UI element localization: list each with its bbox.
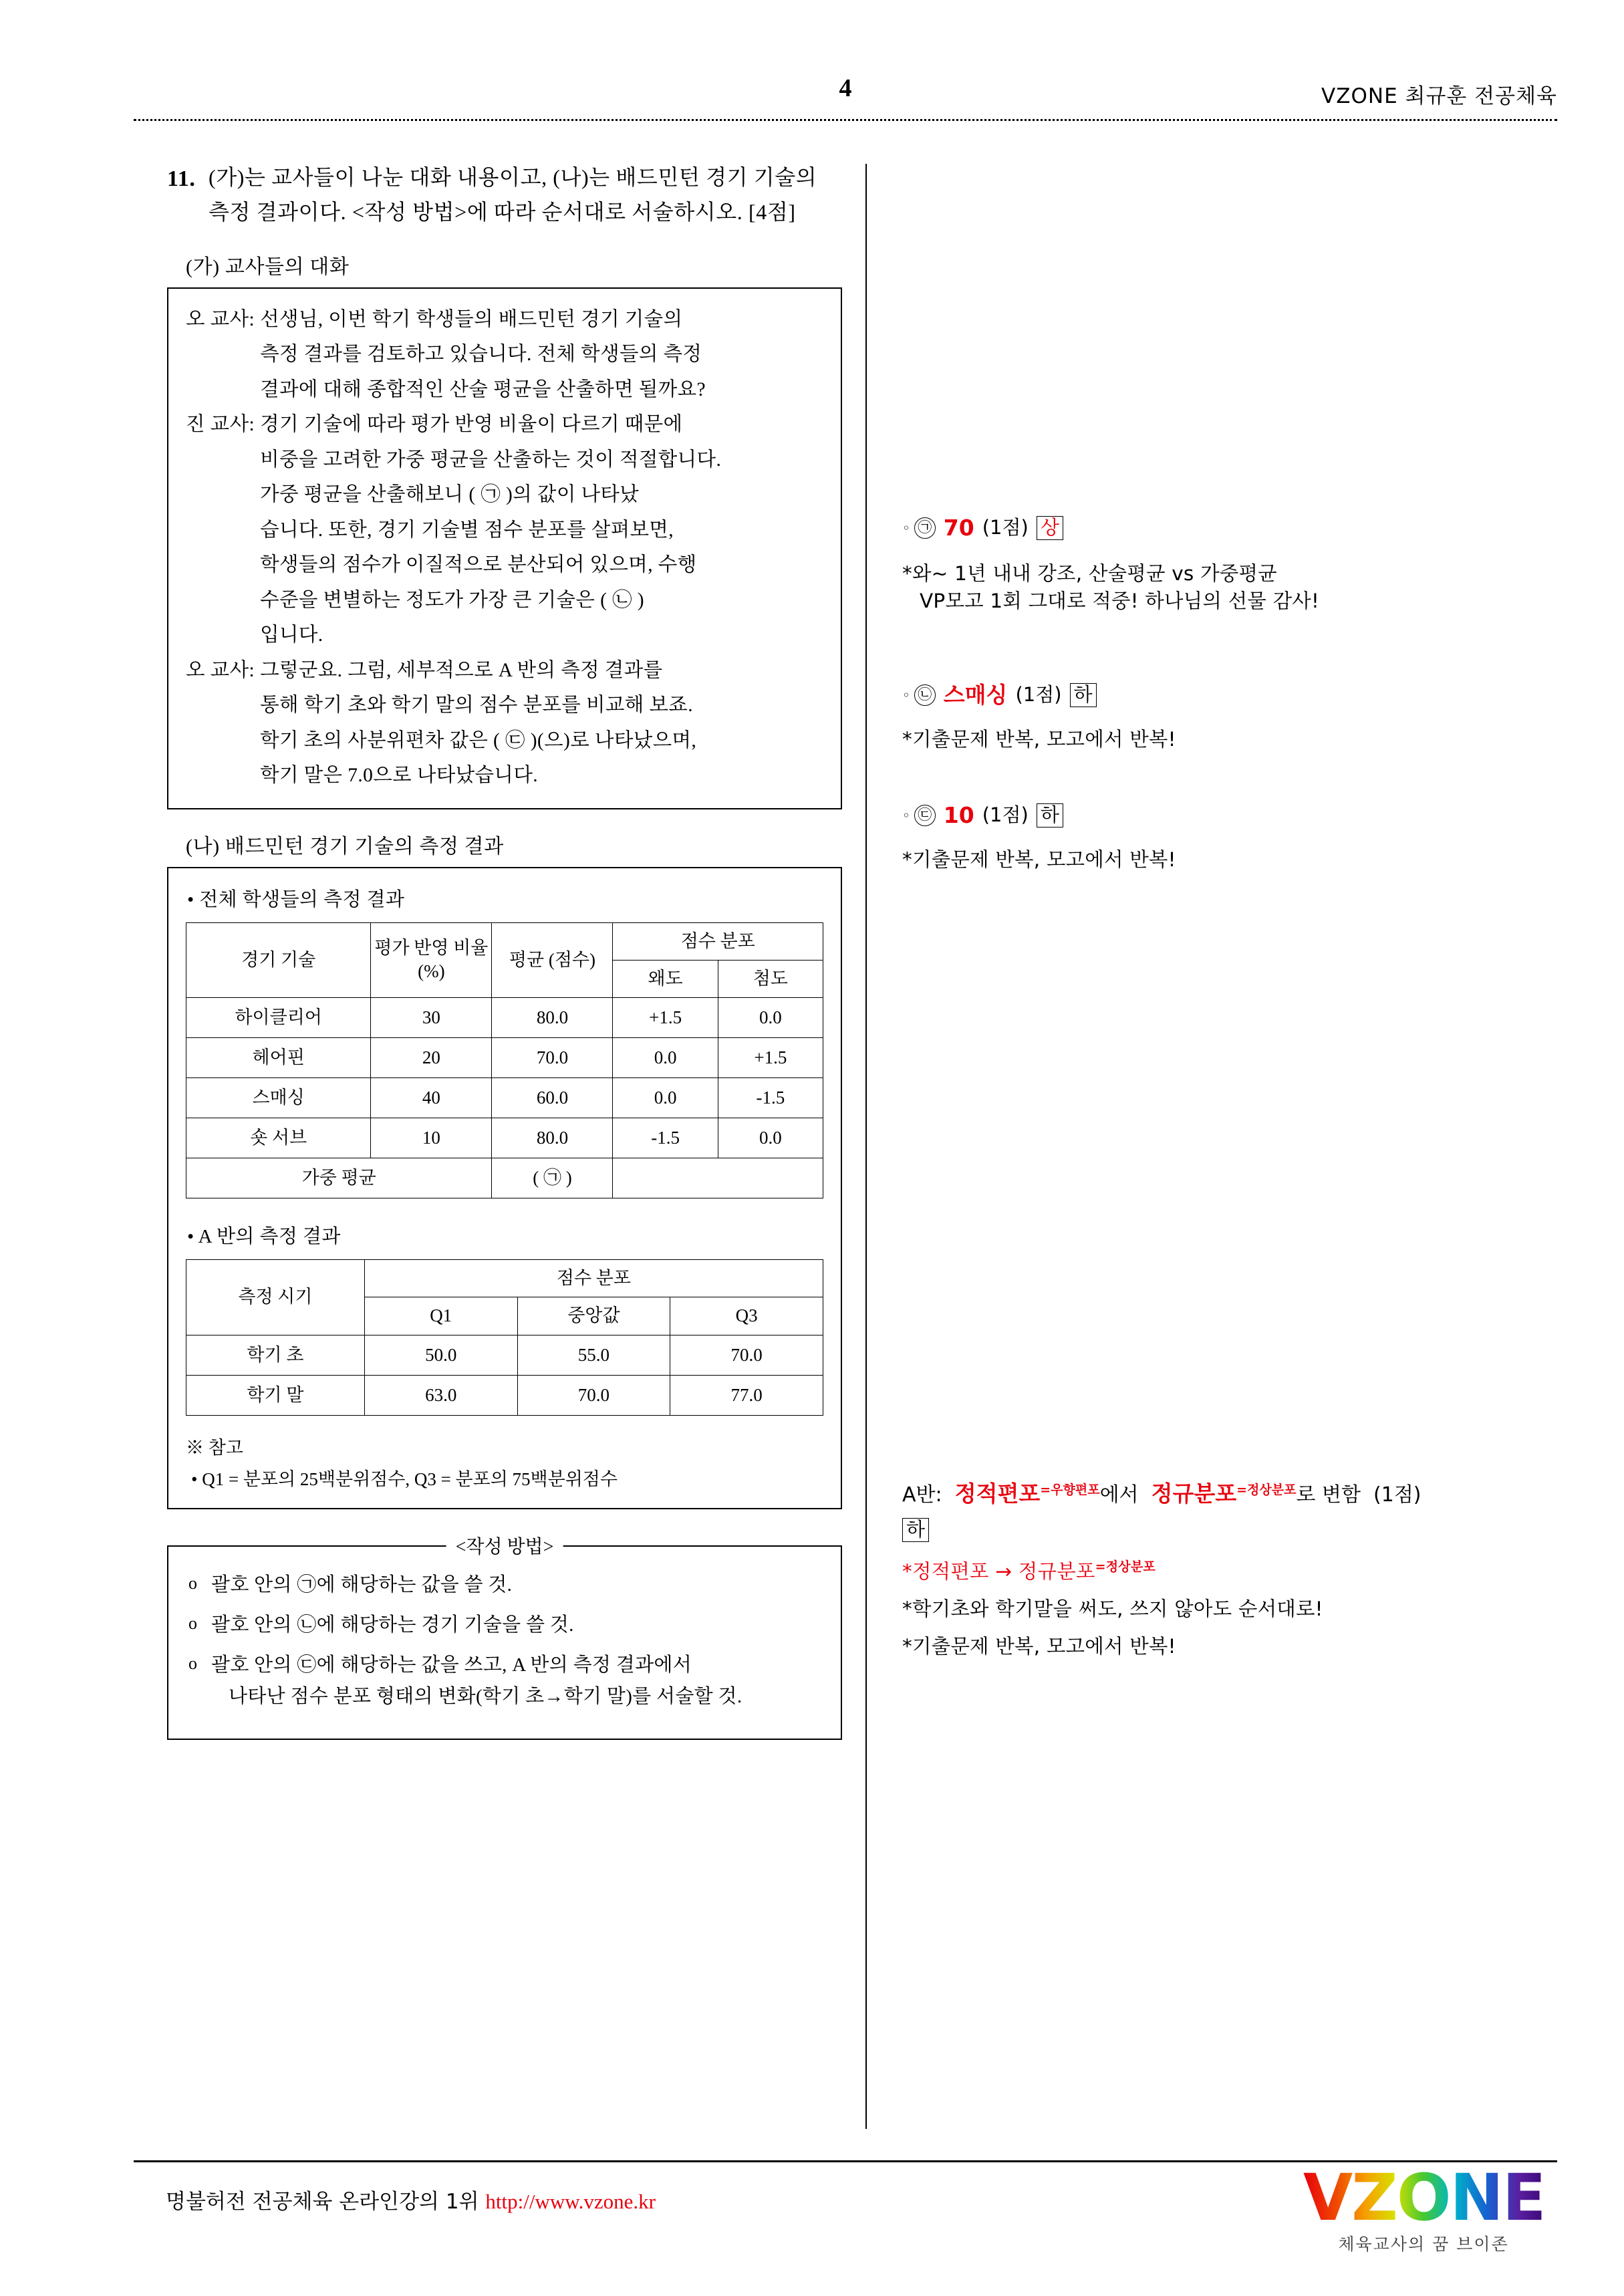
cell-mean: 70.0 bbox=[492, 1037, 613, 1077]
difficulty-badge: 상 bbox=[1037, 516, 1063, 540]
cell-skew: +1.5 bbox=[613, 997, 718, 1037]
class-a-badge-row bbox=[902, 1518, 1577, 1542]
class-a-prefix: A반: bbox=[902, 1483, 942, 1507]
dialogue-turn bbox=[186, 653, 823, 793]
answer-points: (1점) bbox=[1015, 683, 1062, 707]
annotation-note bbox=[902, 726, 1577, 754]
col-weight: 평가 반영 비율(%) bbox=[371, 922, 492, 997]
method-item bbox=[188, 1650, 821, 1712]
logo-wordmark: VZONE bbox=[1303, 2160, 1545, 2235]
logo-tagline: 체육교사의 꿈 브이존 bbox=[1338, 2235, 1509, 2254]
method-section bbox=[167, 1536, 842, 1740]
table-all-students bbox=[186, 922, 823, 1199]
dialogue-body bbox=[260, 407, 823, 653]
class-a-note-3: *기출문제 반복, 모고에서 반복! bbox=[902, 1635, 1176, 1658]
table-header-row bbox=[186, 1260, 823, 1297]
dialogue-line: 그렇군요. 그럼, 세부적으로 A 반의 측정 결과를 bbox=[260, 659, 663, 681]
cell-weight: 30 bbox=[371, 997, 492, 1037]
cell-time: 학기 초 bbox=[186, 1335, 365, 1375]
col-kurtosis: 첨도 bbox=[718, 960, 823, 997]
annotation-note bbox=[902, 846, 1577, 874]
col-skewness: 왜도 bbox=[613, 960, 718, 997]
annotation-note-line: *와~ 1년 내내 강조, 산술평균 vs 가중평균 bbox=[902, 561, 1277, 585]
cell-weight: 40 bbox=[371, 1078, 492, 1118]
dialogue-line: 입니다. bbox=[260, 624, 323, 646]
dialogue-line: 학생들의 점수가 이질적으로 분산되어 있으며, 수행 bbox=[260, 554, 697, 576]
dialogue-line: 습니다. 또한, 경기 기술별 점수 분포를 살펴보면, bbox=[260, 519, 674, 541]
annotation-note-line: *기출문제 반복, 모고에서 반복! bbox=[902, 727, 1176, 751]
col-distribution: 점수 분포 bbox=[364, 1260, 823, 1297]
table-row bbox=[186, 1335, 823, 1375]
cell-q1: 50.0 bbox=[364, 1335, 517, 1375]
table-all-caption: • 전체 학생들의 측정 결과 bbox=[187, 888, 405, 910]
class-a-suffix: 로 변함 bbox=[1296, 1483, 1361, 1507]
col-skill: 경기 기술 bbox=[186, 922, 371, 997]
cell-empty bbox=[613, 1158, 823, 1198]
class-a-term1: 정적편포 bbox=[954, 1481, 1041, 1507]
table-class-a bbox=[186, 1259, 823, 1415]
dialogue-body bbox=[260, 302, 823, 408]
cell-median: 55.0 bbox=[517, 1335, 670, 1375]
method-item-marker: o bbox=[188, 1573, 198, 1593]
difficulty-badge: 하 bbox=[902, 1518, 929, 1542]
class-a-points: (1점) bbox=[1373, 1483, 1422, 1507]
header-brand: VZONE 최규훈 전공체육 bbox=[1321, 84, 1557, 108]
class-a-note-red-text: *정적편포 → 정규분포 bbox=[902, 1560, 1095, 1583]
annotation-group-2 bbox=[902, 682, 1577, 753]
cell-mean: 60.0 bbox=[492, 1078, 613, 1118]
method-item-continuation: 나타난 점수 분포 형태의 변화(학기 초→학기 말)를 서술할 것. bbox=[229, 1685, 742, 1707]
dialogue-speaker: 오 교사: bbox=[186, 308, 255, 330]
answer-marker-icon: ㉡ bbox=[914, 684, 936, 706]
cell-skill: 스매싱 bbox=[186, 1078, 371, 1118]
header-divider-rule bbox=[134, 119, 1557, 121]
cell-kurt: +1.5 bbox=[718, 1037, 823, 1077]
footer-tagline bbox=[166, 2184, 656, 2214]
class-a-note-red-sup: =정상분포 bbox=[1095, 1559, 1156, 1575]
dialogue-line: 수준을 변별하는 정도가 가장 큰 기술은 ( ㉡ ) bbox=[260, 589, 644, 611]
reference-item: • Q1 = 분포의 25백분위점수, Q3 = 분포의 75백분위점수 bbox=[191, 1469, 618, 1489]
question-number: 11. bbox=[167, 166, 196, 191]
table-class-a-caption: • A 반의 측정 결과 bbox=[187, 1226, 341, 1248]
table-row bbox=[186, 997, 823, 1037]
results-box bbox=[167, 867, 842, 1509]
dialogue-line: 학기 말은 7.0으로 나타났습니다. bbox=[260, 765, 539, 787]
table-row bbox=[186, 1118, 823, 1158]
section-label-na: (나) 배드민턴 경기 기술의 측정 결과 bbox=[186, 835, 504, 858]
cell-skill: 헤어핀 bbox=[186, 1037, 371, 1077]
col-mean: 평균 (점수) bbox=[492, 922, 613, 997]
answer-marker-icon: ㉢ bbox=[914, 805, 936, 826]
footer-url-link[interactable]: http://www.vzone.kr bbox=[485, 2190, 656, 2213]
annotation-note bbox=[902, 560, 1577, 616]
answer-points: (1점) bbox=[982, 516, 1029, 539]
class-a-mid: 에서 bbox=[1099, 1483, 1139, 1507]
answer-points: (1점) bbox=[982, 803, 1029, 827]
cell-mean: 80.0 bbox=[492, 997, 613, 1037]
annotation-group-class-a bbox=[902, 1481, 1577, 1661]
column-divider bbox=[865, 164, 867, 2129]
cell-weight: 10 bbox=[371, 1118, 492, 1158]
page-number: 4 bbox=[839, 74, 852, 102]
annotation-answer bbox=[902, 682, 1577, 709]
cell-q3: 77.0 bbox=[670, 1375, 823, 1415]
dialogue-turn bbox=[186, 407, 823, 653]
annotation-answer bbox=[902, 802, 1577, 829]
dialogue-line: 결과에 대해 종합적인 산술 평균을 산출하면 될까요? bbox=[260, 378, 706, 400]
dialogue-line: 비중을 고려한 가중 평균을 산출하는 것이 적절합니다. bbox=[260, 449, 722, 471]
method-title: <작성 방법> bbox=[446, 1532, 563, 1559]
col-q1: Q1 bbox=[364, 1297, 517, 1335]
col-distribution: 점수 분포 bbox=[613, 922, 823, 960]
vzone-logo bbox=[1303, 2160, 1545, 2255]
cell-weighted-mean-value: ( ㉠ ) bbox=[492, 1158, 613, 1198]
class-a-term2-sup: =정상분포 bbox=[1236, 1483, 1297, 1497]
reference-title: ※ 참고 bbox=[186, 1437, 243, 1458]
method-item-text: 괄호 안의 ㉢에 해당하는 값을 쓰고, A 반의 측정 결과에서 bbox=[211, 1654, 692, 1676]
dialogue-box bbox=[167, 287, 842, 809]
dialogue-line: 통해 학기 초와 학기 말의 점수 분포를 비교해 보죠. bbox=[260, 694, 693, 717]
method-box bbox=[167, 1545, 842, 1740]
cell-weighted-mean-label: 가중 평균 bbox=[186, 1158, 492, 1198]
method-item-text: 괄호 안의 ㉠에 해당하는 값을 쓸 것. bbox=[211, 1573, 513, 1596]
col-q3: Q3 bbox=[670, 1297, 823, 1335]
col-median: 중앙값 bbox=[517, 1297, 670, 1335]
bullet-dot: ◦ bbox=[902, 807, 910, 823]
method-item bbox=[188, 1610, 821, 1641]
class-a-term1-sup: =우향편포 bbox=[1040, 1483, 1100, 1497]
table-row bbox=[186, 1375, 823, 1415]
class-a-term2: 정규분포 bbox=[1151, 1481, 1237, 1507]
cell-skew: 0.0 bbox=[613, 1037, 718, 1077]
table-row bbox=[186, 1078, 823, 1118]
footer-tagline-text: 명불허전 전공체육 온라인강의 1위 bbox=[166, 2190, 486, 2214]
dialogue-body bbox=[260, 653, 823, 793]
difficulty-badge: 하 bbox=[1070, 683, 1097, 707]
class-a-note-red bbox=[902, 1558, 1577, 1586]
table-footer-row bbox=[186, 1158, 823, 1198]
bullet-dot: ◦ bbox=[902, 686, 910, 703]
cell-median: 70.0 bbox=[517, 1375, 670, 1415]
question-column bbox=[167, 160, 842, 1740]
question-stem bbox=[167, 160, 842, 230]
method-item bbox=[188, 1569, 821, 1601]
difficulty-badge: 하 bbox=[1037, 803, 1063, 827]
class-a-note-2: *학기초와 학기말을 써도, 쓰지 않아도 순서대로! bbox=[902, 1598, 1323, 1621]
dialogue-line: 가중 평균을 산출해보니 ( ㉠ )의 값이 나타났 bbox=[260, 484, 640, 506]
annotation-group-1 bbox=[902, 515, 1577, 616]
table-header-row bbox=[186, 922, 823, 960]
cell-q1: 63.0 bbox=[364, 1375, 517, 1415]
cell-mean: 80.0 bbox=[492, 1118, 613, 1158]
dialogue-line: 학기 초의 사분위편차 값은 ( ㉢ )(으)로 나타났으며, bbox=[260, 729, 697, 751]
bullet-dot: ◦ bbox=[902, 519, 910, 536]
method-item-text: 괄호 안의 ㉡에 해당하는 경기 기술을 쓸 것. bbox=[211, 1614, 574, 1636]
method-item-marker: o bbox=[188, 1613, 198, 1633]
annotation-answer-class-a bbox=[902, 1481, 1577, 1507]
cell-skill: 하이클리어 bbox=[186, 997, 371, 1037]
cell-skew: -1.5 bbox=[613, 1118, 718, 1158]
dialogue-turn bbox=[186, 302, 823, 408]
answer-value: 70 bbox=[943, 515, 974, 541]
section-label-ga: (가) 교사들의 대화 bbox=[186, 255, 350, 278]
col-measure-time: 측정 시기 bbox=[186, 1260, 365, 1335]
cell-weight: 20 bbox=[371, 1037, 492, 1077]
cell-skill: 숏 서브 bbox=[186, 1118, 371, 1158]
cell-q3: 70.0 bbox=[670, 1335, 823, 1375]
question-stem-text: (가)는 교사들이 나눈 대화 내용이고, (나)는 배드민턴 경기 기술의 측정 결과이다. <작성 방법>에 따라 순서대로 서술하시오. [4점] bbox=[209, 165, 817, 224]
cell-time: 학기 말 bbox=[186, 1375, 365, 1415]
dialogue-line: 선생님, 이번 학기 학생들의 배드민턴 경기 기술의 bbox=[260, 308, 683, 330]
table-row bbox=[186, 1037, 823, 1077]
answer-marker-icon: ㉠ bbox=[914, 517, 936, 539]
cell-skew: 0.0 bbox=[613, 1078, 718, 1118]
annotation-answer bbox=[902, 515, 1577, 541]
dialogue-speaker: 진 교사: bbox=[186, 414, 255, 436]
cell-kurt: 0.0 bbox=[718, 997, 823, 1037]
dialogue-speaker: 오 교사: bbox=[186, 659, 255, 681]
annotation-group-3 bbox=[902, 802, 1577, 874]
method-item-marker: o bbox=[188, 1653, 198, 1673]
annotation-note-line: *기출문제 반복, 모고에서 반복! bbox=[902, 848, 1176, 871]
dialogue-line: 측정 결과를 검토하고 있습니다. 전체 학생들의 측정 bbox=[260, 344, 702, 366]
dialogue-line: 경기 기술에 따라 평가 반영 비율이 다르기 때문에 bbox=[260, 414, 683, 436]
page-header bbox=[134, 74, 1557, 114]
answer-value: 스매싱 bbox=[943, 682, 1008, 708]
answer-value: 10 bbox=[943, 802, 974, 828]
annotation-note-line: VP모고 1회 그대로 적중! 하나님의 선물 감사! bbox=[920, 590, 1320, 613]
cell-kurt: -1.5 bbox=[718, 1078, 823, 1118]
cell-kurt: 0.0 bbox=[718, 1118, 823, 1158]
